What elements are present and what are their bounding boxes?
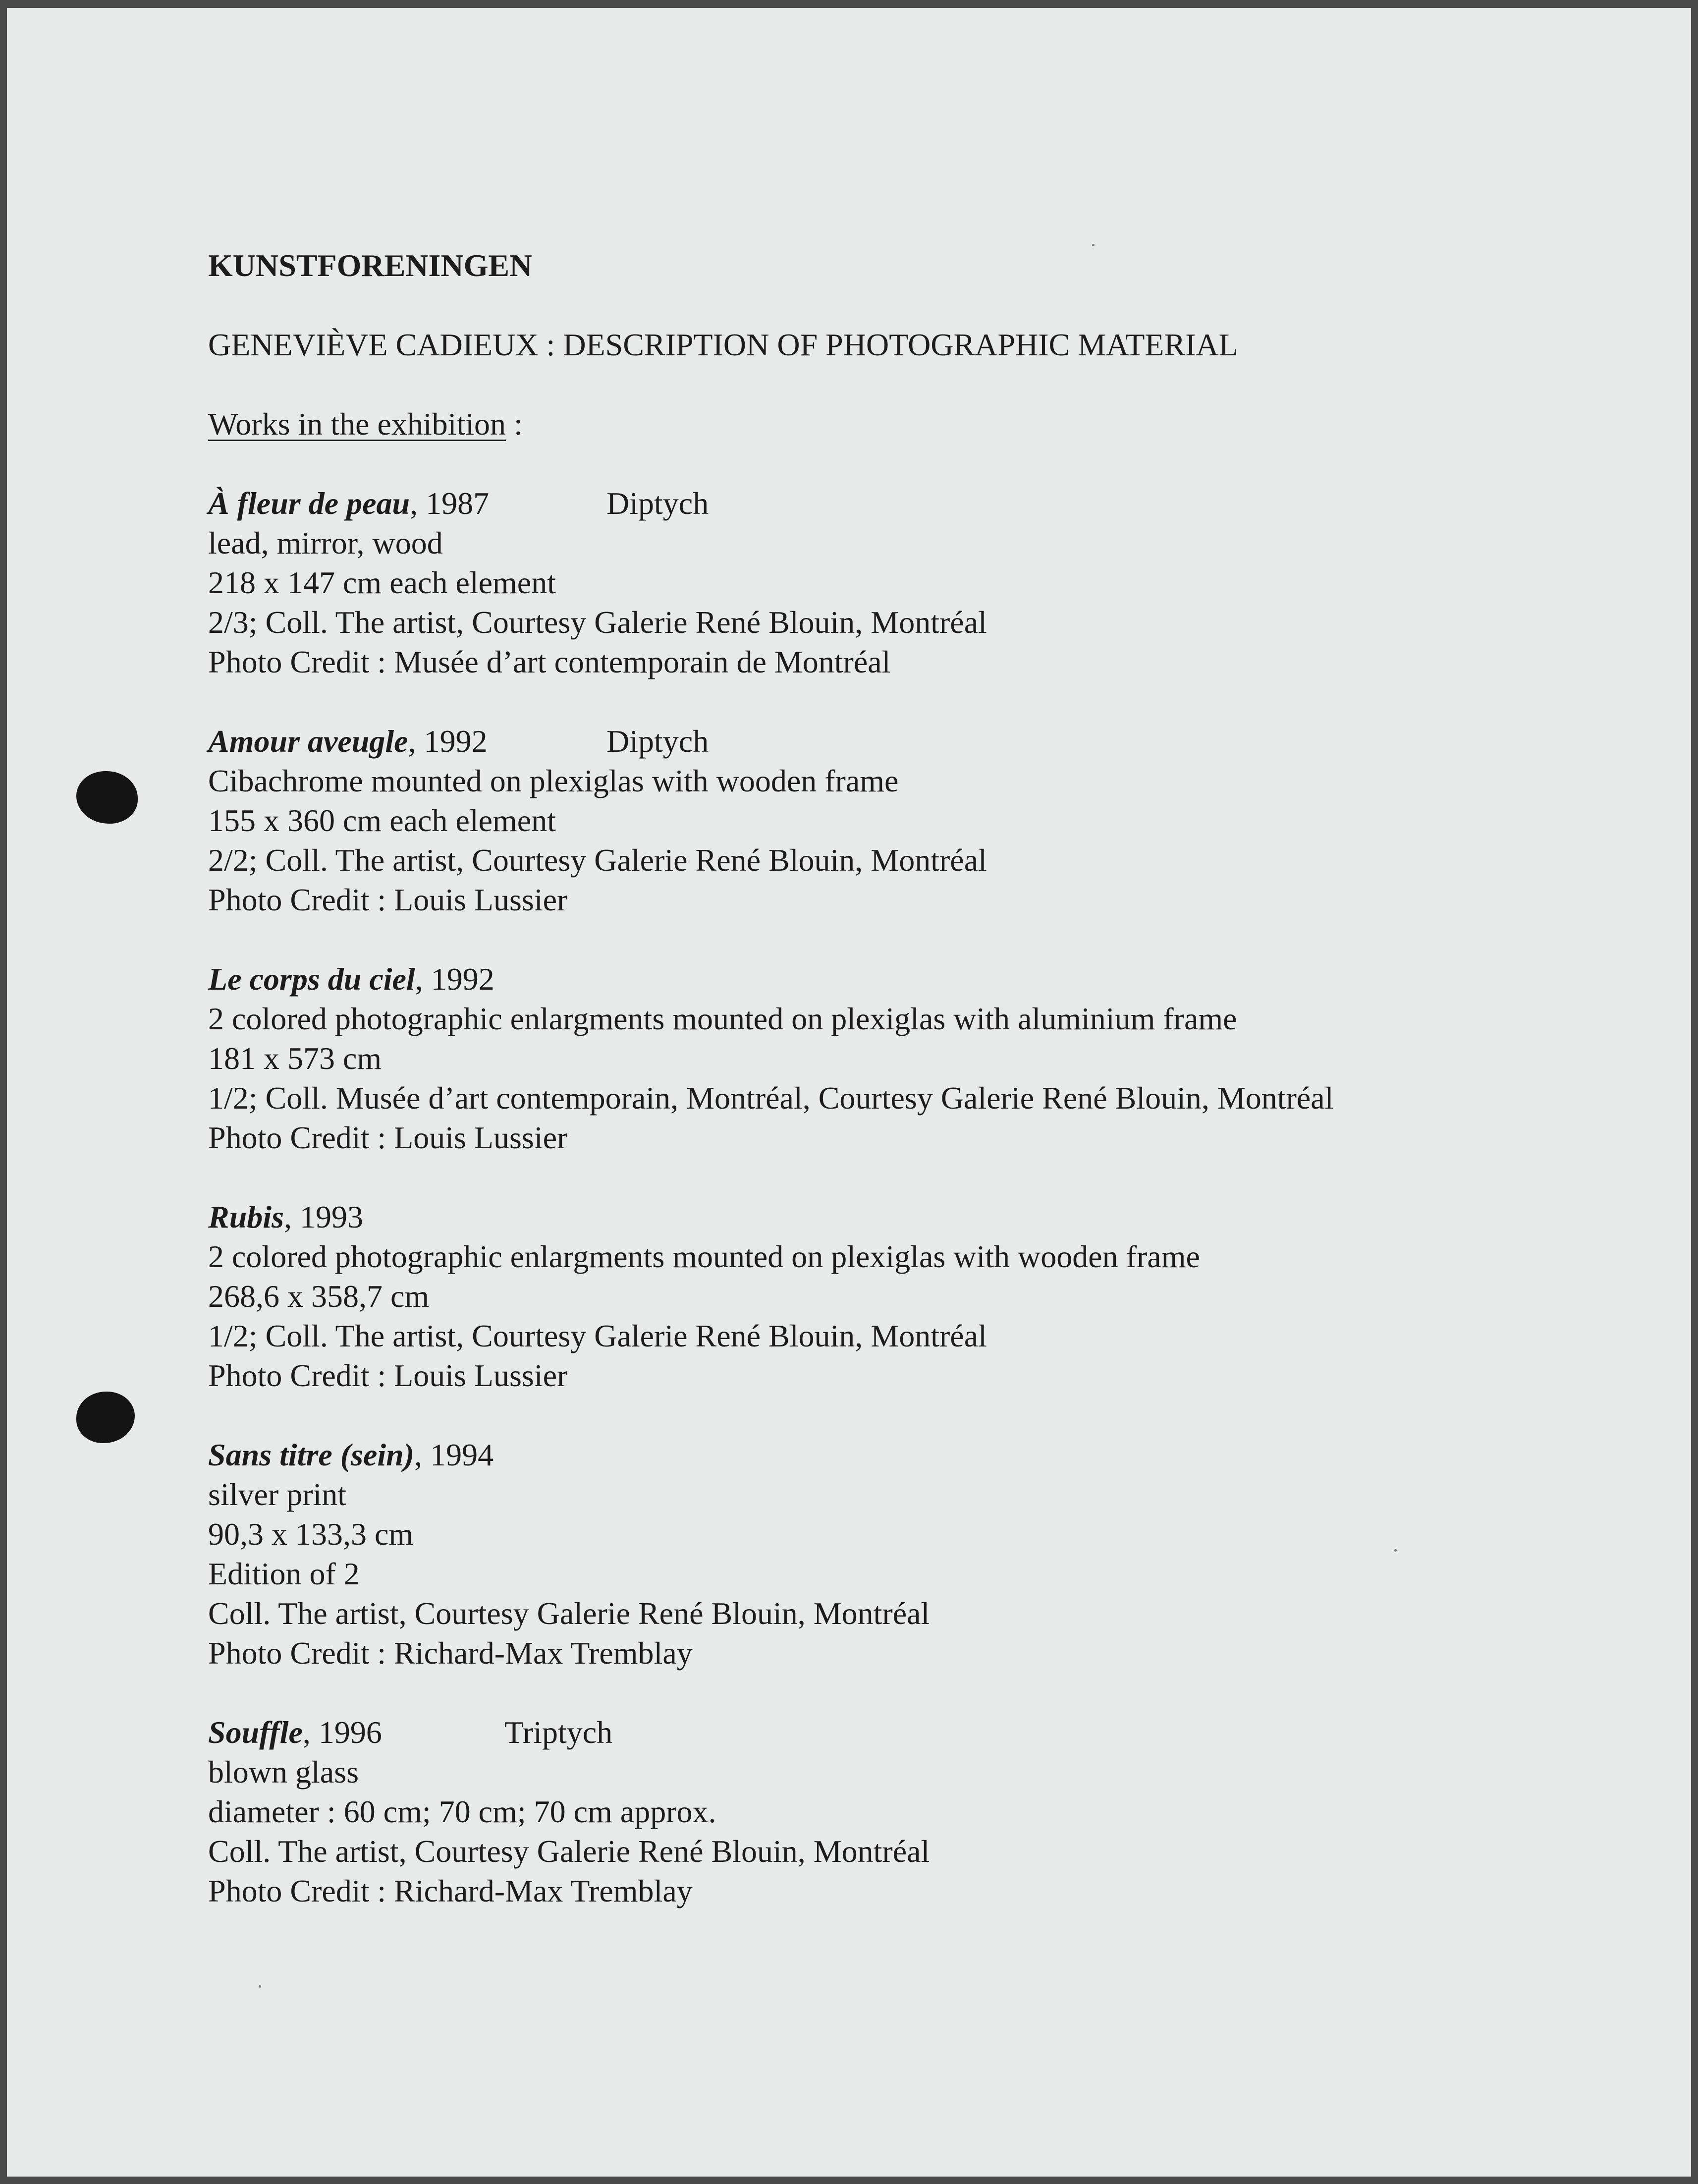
work-detail-line: Photo Credit : Musée d’art contemporain de Montréal <box>208 644 891 679</box>
work-detail-line: blown glass <box>208 1754 359 1790</box>
work-detail-line: Photo Credit : Louis Lussier <box>208 1120 568 1155</box>
work-detail-line: 2/2; Coll. The artist, Courtesy Galerie René Blouin, Montréal <box>208 842 987 878</box>
work-detail-line: Photo Credit : Richard-Max Tremblay <box>208 1635 693 1671</box>
work-detail-line: 2 colored photographic enlargments mounted on plexiglas with wooden frame <box>208 1239 1200 1274</box>
work-title-line <box>208 1435 493 1475</box>
work-type: Triptych <box>504 1715 613 1750</box>
works-heading-text: Works in the exhibition <box>208 406 506 442</box>
work-detail-line: Photo Credit : Richard-Max Tremblay <box>208 1873 693 1908</box>
work-detail-line: lead, mirror, wood <box>208 525 443 560</box>
work-detail-line: silver print <box>208 1477 347 1512</box>
work-detail-line: 181 x 573 cm <box>208 1041 382 1076</box>
work-detail-line: 218 x 147 cm each element <box>208 565 556 600</box>
work-title-line <box>208 1197 363 1237</box>
punch-hole <box>76 1392 135 1443</box>
work-title: Sans titre (sein) <box>208 1437 415 1472</box>
work-detail-line: Photo Credit : Louis Lussier <box>208 1358 568 1393</box>
punch-hole <box>76 771 138 824</box>
work-detail-line: Photo Credit : Louis Lussier <box>208 882 568 917</box>
document-subtitle: GENEVIÈVE CADIEUX : DESCRIPTION OF PHOTOGRAPHIC MATERIAL <box>208 327 1238 362</box>
work-year: , 1992 <box>408 724 488 759</box>
work-year: , 1992 <box>415 961 494 997</box>
paper-speck <box>1092 244 1095 246</box>
work-title-line <box>208 722 709 761</box>
paper-speck <box>1394 1549 1397 1552</box>
work-type: Diptych <box>606 486 709 521</box>
work-detail-line: Edition of 2 <box>208 1556 360 1591</box>
work-detail-line: Coll. The artist, Courtesy Galerie René Blouin, Montréal <box>208 1834 930 1869</box>
work-year: , 1994 <box>414 1437 494 1472</box>
work-type: Diptych <box>606 724 709 759</box>
work-title: Le corps du ciel <box>208 961 415 997</box>
work-title: À fleur de peau <box>208 486 410 521</box>
work-title-line <box>208 484 709 523</box>
work-year: , 1993 <box>283 1199 363 1234</box>
work-detail-line: 90,3 x 133,3 cm <box>208 1516 414 1552</box>
org-heading: KUNSTFORENINGEN <box>208 248 533 283</box>
paper-speck <box>259 1985 261 1988</box>
works-heading <box>208 404 523 444</box>
work-title: Rubis <box>208 1199 284 1234</box>
work-detail-line: diameter : 60 cm; 70 cm; 70 cm approx. <box>208 1794 716 1829</box>
work-detail-line: 1/2; Coll. Musée d’art contemporain, Montréal, Courtesy Galerie René Blouin, Montréal <box>208 1080 1334 1116</box>
work-detail-line: 1/2; Coll. The artist, Courtesy Galerie René Blouin, Montréal <box>208 1318 987 1353</box>
work-title-line <box>208 959 494 999</box>
work-detail-line: 268,6 x 358,7 cm <box>208 1279 430 1314</box>
work-title: Souffle <box>208 1715 303 1750</box>
works-heading-colon: : <box>506 406 523 442</box>
work-year: , 1996 <box>302 1715 382 1750</box>
work-detail-line: 155 x 360 cm each element <box>208 803 556 838</box>
work-title: Amour aveugle <box>208 724 408 759</box>
work-detail-line: 2/3; Coll. The artist, Courtesy Galerie René Blouin, Montréal <box>208 605 987 640</box>
work-detail-line: Cibachrome mounted on plexiglas with wooden frame <box>208 763 899 798</box>
work-year: , 1987 <box>410 486 490 521</box>
work-detail-line: Coll. The artist, Courtesy Galerie René Blouin, Montréal <box>208 1596 930 1631</box>
work-detail-line: 2 colored photographic enlargments mounted on plexiglas with aluminium frame <box>208 1001 1237 1036</box>
work-title-line <box>208 1713 613 1752</box>
